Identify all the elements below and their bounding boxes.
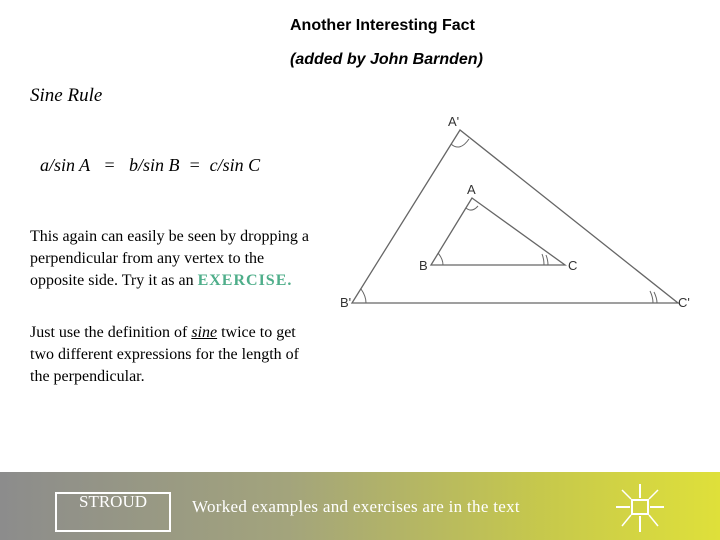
- explanation-paragraph: [30, 226, 310, 292]
- footer-bar: [0, 472, 720, 540]
- similar-triangles-diagram: [330, 110, 700, 320]
- footer-text: Worked examples and exercises are in the text: [192, 497, 520, 516]
- outer-label-b: B': [340, 295, 352, 310]
- outer-angle-b-arc: [361, 289, 366, 303]
- sine-rule-formula: a/sin A = b/sin B = c/sin C: [40, 155, 261, 175]
- stroud-label: STROUD: [78, 492, 147, 511]
- outer-label-c: C': [678, 295, 690, 310]
- hint-text-after: twice to get two different expressions for the length of the perpendicular.: [30, 324, 299, 385]
- inner-angle-c-arc: [542, 254, 548, 265]
- inner-label-b: B: [419, 258, 428, 273]
- inner-label-a: A: [467, 182, 476, 197]
- slide-subtitle: (added by John Barnden): [290, 51, 483, 68]
- navigation-star-icon[interactable]: [614, 482, 666, 534]
- inner-angle-a-arc: [466, 206, 478, 210]
- inner-triangle: [431, 198, 565, 265]
- exercise-label: EXERCISE: [197, 272, 288, 289]
- outer-triangle: [352, 130, 678, 303]
- inner-label-c: C: [568, 258, 578, 273]
- section-heading: Sine Rule: [30, 85, 103, 106]
- sine-emphasis: sine: [191, 324, 218, 341]
- slide-title: Another Interesting Fact: [290, 17, 475, 34]
- outer-label-a: A': [448, 114, 460, 129]
- inner-angle-b-arc: [438, 253, 443, 265]
- outer-angle-c-arc: [650, 291, 657, 303]
- stroud-logo-box[interactable]: [55, 492, 171, 532]
- hint-text-before: Just use the definition of: [30, 324, 192, 341]
- explanation-text: This again can easily be seen by dropping a perpendicular from any vertex to the opposite side. Try it as an: [30, 228, 310, 289]
- hint-paragraph: [30, 322, 310, 388]
- exercise-period: .: [287, 272, 293, 289]
